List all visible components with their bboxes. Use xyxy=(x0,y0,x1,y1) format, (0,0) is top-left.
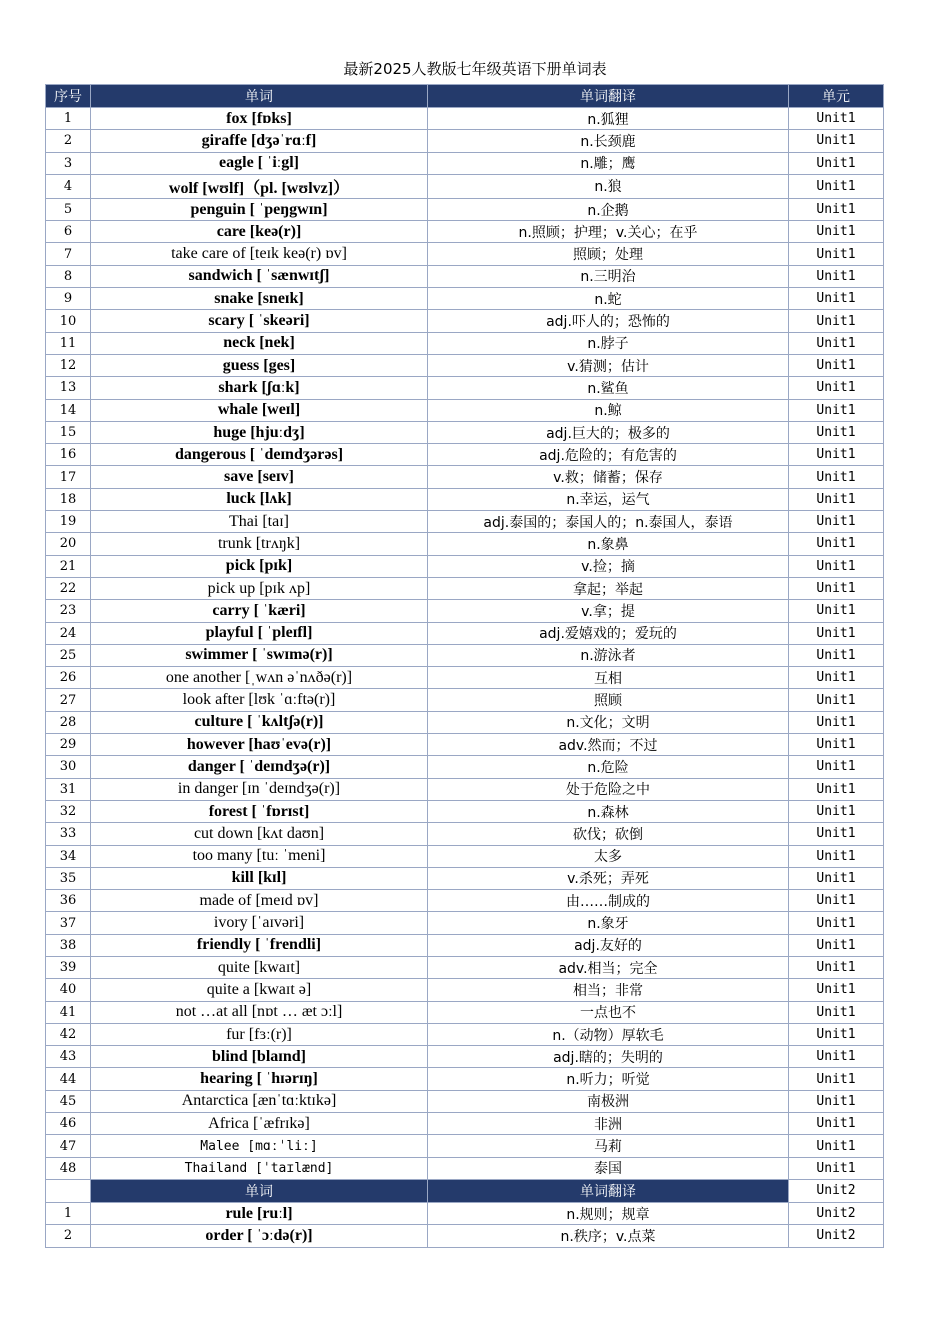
table-row xyxy=(46,1001,884,1023)
row-number: 35 xyxy=(46,867,91,889)
row-unit: Unit1 xyxy=(789,644,884,666)
row-word: Malee [mɑːˈliː] xyxy=(91,1135,428,1157)
row-number: 39 xyxy=(46,956,91,978)
table-row xyxy=(46,644,884,666)
row-word: friendly [ ˈfrendli] xyxy=(91,934,428,956)
row-translation: n.（动物）厚软毛 xyxy=(428,1023,789,1045)
table-row xyxy=(46,198,884,220)
row-unit: Unit1 xyxy=(789,1135,884,1157)
row-number: 4 xyxy=(46,174,91,198)
table-row xyxy=(46,108,884,130)
row-translation: adj.危险的；有危害的 xyxy=(428,444,789,466)
row-number: 36 xyxy=(46,890,91,912)
table-row xyxy=(46,1202,884,1224)
table-row xyxy=(46,1157,884,1179)
table-row xyxy=(46,600,884,622)
row-number: 2 xyxy=(46,130,91,152)
row-word: pick [pɪk] xyxy=(91,555,428,577)
row-word: swimmer [ ˈswɪmə(r)] xyxy=(91,644,428,666)
row-unit: Unit2 xyxy=(789,1225,884,1247)
row-translation: n.秩序；v.点菜 xyxy=(428,1225,789,1247)
row-translation: n.听力；听觉 xyxy=(428,1068,789,1090)
row-number: 9 xyxy=(46,288,91,310)
row-translation: n.鲨鱼 xyxy=(428,377,789,399)
row-translation: 照顾；处理 xyxy=(428,243,789,265)
row-unit: Unit1 xyxy=(789,354,884,376)
row-translation: adj.吓人的；恐怖的 xyxy=(428,310,789,332)
row-word: snake [sneɪk] xyxy=(91,288,428,310)
row-number: 18 xyxy=(46,488,91,510)
row-unit: Unit1 xyxy=(789,108,884,130)
row-word: shark [ʃɑːk] xyxy=(91,377,428,399)
table-row xyxy=(46,622,884,644)
row-word: carry [ ˈkæri] xyxy=(91,600,428,622)
row-word: trunk [trʌŋk] xyxy=(91,533,428,555)
row-word: rule [ruːl] xyxy=(91,1202,428,1224)
row-number: 47 xyxy=(46,1135,91,1157)
row-number: 48 xyxy=(46,1157,91,1179)
row-translation: adj.泰国的；泰国人的；n.泰国人，泰语 xyxy=(428,511,789,533)
row-number: 30 xyxy=(46,756,91,778)
row-translation: v.杀死；弄死 xyxy=(428,867,789,889)
row-word: pick up [pɪk ʌp] xyxy=(91,577,428,599)
row-unit: Unit1 xyxy=(789,890,884,912)
row-word: sandwich [ ˈsænwɪtʃ] xyxy=(91,265,428,287)
row-word: kill [kɪl] xyxy=(91,867,428,889)
table-row xyxy=(46,511,884,533)
row-unit: Unit1 xyxy=(789,778,884,800)
row-word: however [haʊˈevə(r)] xyxy=(91,734,428,756)
row-unit: Unit1 xyxy=(789,934,884,956)
row-number: 32 xyxy=(46,800,91,822)
row-unit: Unit1 xyxy=(789,533,884,555)
row-number: 2 xyxy=(46,1225,91,1247)
row-number: 6 xyxy=(46,221,91,243)
row-translation: n.雕；鹰 xyxy=(428,152,789,174)
row-number: 38 xyxy=(46,934,91,956)
table-row xyxy=(46,332,884,354)
row-translation: v.捡；摘 xyxy=(428,555,789,577)
row-word: guess [ges] xyxy=(91,354,428,376)
row-translation: v.拿；提 xyxy=(428,600,789,622)
row-word: blind [blaɪnd] xyxy=(91,1046,428,1068)
row-unit: Unit1 xyxy=(789,912,884,934)
row-unit: Unit1 xyxy=(789,174,884,198)
row-word: Antarctica [ænˈtɑːktɪkə] xyxy=(91,1090,428,1112)
row-unit: Unit1 xyxy=(789,466,884,488)
row-unit: Unit1 xyxy=(789,399,884,421)
row-word: cut down [kʌt daʊn] xyxy=(91,823,428,845)
table-row xyxy=(46,577,884,599)
row-unit: Unit1 xyxy=(789,198,884,220)
table-row xyxy=(46,778,884,800)
unit2-header-translation: 单词翻译 xyxy=(428,1179,789,1202)
header-translation: 单词翻译 xyxy=(428,85,789,108)
row-unit: Unit1 xyxy=(789,444,884,466)
row-unit: Unit1 xyxy=(789,1113,884,1135)
row-translation: n.文化；文明 xyxy=(428,711,789,733)
table-row xyxy=(46,152,884,174)
row-unit: Unit1 xyxy=(789,956,884,978)
row-translation: v.猜测；估计 xyxy=(428,354,789,376)
row-number: 45 xyxy=(46,1090,91,1112)
row-number: 16 xyxy=(46,444,91,466)
row-unit: Unit1 xyxy=(789,600,884,622)
vocabulary-table xyxy=(45,84,884,1248)
row-unit: Unit1 xyxy=(789,1046,884,1068)
row-number: 28 xyxy=(46,711,91,733)
row-translation: n.规则；规章 xyxy=(428,1202,789,1224)
row-translation: 照顾 xyxy=(428,689,789,711)
row-translation: n.企鹅 xyxy=(428,198,789,220)
row-unit: Unit1 xyxy=(789,511,884,533)
table-row xyxy=(46,756,884,778)
table-row xyxy=(46,1090,884,1112)
table-row xyxy=(46,488,884,510)
table-row xyxy=(46,399,884,421)
row-translation: n.森林 xyxy=(428,800,789,822)
table-row xyxy=(46,934,884,956)
row-translation: n.危险 xyxy=(428,756,789,778)
table-row xyxy=(46,1225,884,1247)
row-translation: n.游泳者 xyxy=(428,644,789,666)
unit2-header-unit: Unit2 xyxy=(789,1179,884,1202)
row-number: 40 xyxy=(46,979,91,1001)
row-number: 26 xyxy=(46,667,91,689)
row-unit: Unit1 xyxy=(789,1023,884,1045)
row-number: 25 xyxy=(46,644,91,666)
row-number: 31 xyxy=(46,778,91,800)
unit2-header-row xyxy=(46,1179,884,1202)
header-word: 单词 xyxy=(91,85,428,108)
table-row xyxy=(46,466,884,488)
table-row xyxy=(46,912,884,934)
row-word: fox [fɒks] xyxy=(91,108,428,130)
row-translation: adj.巨大的；极多的 xyxy=(428,421,789,443)
row-number: 46 xyxy=(46,1113,91,1135)
row-number: 29 xyxy=(46,734,91,756)
row-word: culture [ ˈkʌltʃə(r)] xyxy=(91,711,428,733)
row-word: made of [meɪd ɒv] xyxy=(91,890,428,912)
row-number: 21 xyxy=(46,555,91,577)
table-row xyxy=(46,734,884,756)
row-number: 10 xyxy=(46,310,91,332)
row-number: 22 xyxy=(46,577,91,599)
row-unit: Unit1 xyxy=(789,622,884,644)
row-word: huge [hjuːdʒ] xyxy=(91,421,428,443)
row-word: luck [lʌk] xyxy=(91,488,428,510)
row-word: Thailand [ˈtaɪlænd] xyxy=(91,1157,428,1179)
row-translation: 由……制成的 xyxy=(428,890,789,912)
row-word: look after [lʊk ˈɑːftə(r)] xyxy=(91,689,428,711)
table-row xyxy=(46,979,884,1001)
row-unit: Unit1 xyxy=(789,867,884,889)
row-number: 27 xyxy=(46,689,91,711)
table-row xyxy=(46,1113,884,1135)
table-row xyxy=(46,1023,884,1045)
row-word: in danger [ɪn ˈdeɪndʒə(r)] xyxy=(91,778,428,800)
table-row xyxy=(46,174,884,198)
row-number: 11 xyxy=(46,332,91,354)
row-unit: Unit1 xyxy=(789,689,884,711)
row-unit: Unit1 xyxy=(789,555,884,577)
row-translation: 太多 xyxy=(428,845,789,867)
row-number: 12 xyxy=(46,354,91,376)
row-word: care [keə(r)] xyxy=(91,221,428,243)
table-row xyxy=(46,265,884,287)
row-unit: Unit1 xyxy=(789,265,884,287)
row-unit: Unit1 xyxy=(789,1090,884,1112)
row-translation: adv.然而；不过 xyxy=(428,734,789,756)
table-row xyxy=(46,800,884,822)
table-row xyxy=(46,421,884,443)
table-row xyxy=(46,711,884,733)
row-word: not …at all [nɒt … æt ɔːl] xyxy=(91,1001,428,1023)
row-unit: Unit1 xyxy=(789,1157,884,1179)
row-word: forest [ ˈfɒrɪst] xyxy=(91,800,428,822)
row-translation: 非洲 xyxy=(428,1113,789,1135)
table-row xyxy=(46,377,884,399)
row-unit: Unit1 xyxy=(789,221,884,243)
table-row xyxy=(46,1135,884,1157)
row-translation: 互相 xyxy=(428,667,789,689)
row-word: penguin [ ˈpeŋgwɪn] xyxy=(91,198,428,220)
unit1-rows xyxy=(46,108,884,1180)
row-word: fur [fɜː(r)] xyxy=(91,1023,428,1045)
table-row xyxy=(46,533,884,555)
row-number: 1 xyxy=(46,1202,91,1224)
row-word: quite [kwaɪt] xyxy=(91,956,428,978)
row-unit: Unit1 xyxy=(789,377,884,399)
row-number: 15 xyxy=(46,421,91,443)
row-word: hearing [ ˈhɪərɪŋ] xyxy=(91,1068,428,1090)
row-number: 33 xyxy=(46,823,91,845)
row-translation: n.象牙 xyxy=(428,912,789,934)
table-row xyxy=(46,845,884,867)
row-number: 3 xyxy=(46,152,91,174)
row-word: save [seɪv] xyxy=(91,466,428,488)
row-unit: Unit1 xyxy=(789,488,884,510)
row-number: 19 xyxy=(46,511,91,533)
row-translation: v.救；储蓄；保存 xyxy=(428,466,789,488)
row-word: take care of [teɪk keə(r) ɒv] xyxy=(91,243,428,265)
row-unit: Unit1 xyxy=(789,667,884,689)
row-word: whale [weɪl] xyxy=(91,399,428,421)
row-word: quite a [kwaɪt ə] xyxy=(91,979,428,1001)
row-word: order [ ˈɔːdə(r)] xyxy=(91,1225,428,1247)
table-row xyxy=(46,823,884,845)
row-translation: 相当；非常 xyxy=(428,979,789,1001)
row-unit: Unit2 xyxy=(789,1202,884,1224)
row-translation: n.蛇 xyxy=(428,288,789,310)
row-word: too many [tuː ˈmeni] xyxy=(91,845,428,867)
row-translation: 一点也不 xyxy=(428,1001,789,1023)
row-number: 41 xyxy=(46,1001,91,1023)
unit2-rows xyxy=(46,1202,884,1247)
unit2-header-number xyxy=(46,1179,91,1202)
table-row xyxy=(46,890,884,912)
row-translation: n.照顾；护理；v.关心；在乎 xyxy=(428,221,789,243)
row-word: danger [ ˈdeɪndʒə(r)] xyxy=(91,756,428,778)
table-row xyxy=(46,243,884,265)
row-number: 8 xyxy=(46,265,91,287)
row-translation: n.脖子 xyxy=(428,332,789,354)
row-number: 7 xyxy=(46,243,91,265)
row-word: one another [ˌwʌn əˈnʌðə(r)] xyxy=(91,667,428,689)
table-row xyxy=(46,310,884,332)
row-translation: 泰国 xyxy=(428,1157,789,1179)
row-translation: n.长颈鹿 xyxy=(428,130,789,152)
table-row xyxy=(46,130,884,152)
row-translation: n.三明治 xyxy=(428,265,789,287)
row-unit: Unit1 xyxy=(789,711,884,733)
row-unit: Unit1 xyxy=(789,979,884,1001)
row-unit: Unit1 xyxy=(789,756,884,778)
row-number: 1 xyxy=(46,108,91,130)
row-translation: n.幸运，运气 xyxy=(428,488,789,510)
table-row xyxy=(46,555,884,577)
row-number: 17 xyxy=(46,466,91,488)
row-word: ivory [ˈaɪvəri] xyxy=(91,912,428,934)
row-number: 37 xyxy=(46,912,91,934)
row-number: 24 xyxy=(46,622,91,644)
row-unit: Unit1 xyxy=(789,1068,884,1090)
header-unit: 单元 xyxy=(789,85,884,108)
row-word: Africa [ˈæfrɪkə] xyxy=(91,1113,428,1135)
unit2-section xyxy=(46,1179,884,1202)
row-unit: Unit1 xyxy=(789,734,884,756)
table-row xyxy=(46,444,884,466)
table-row xyxy=(46,288,884,310)
row-unit: Unit1 xyxy=(789,1001,884,1023)
row-number: 13 xyxy=(46,377,91,399)
row-unit: Unit1 xyxy=(789,288,884,310)
table-row xyxy=(46,867,884,889)
row-number: 23 xyxy=(46,600,91,622)
row-number: 42 xyxy=(46,1023,91,1045)
table-row xyxy=(46,1046,884,1068)
row-unit: Unit1 xyxy=(789,243,884,265)
row-word: playful [ ˈpleɪfl] xyxy=(91,622,428,644)
row-word: giraffe [dʒəˈrɑːf] xyxy=(91,130,428,152)
table-row xyxy=(46,689,884,711)
row-unit: Unit1 xyxy=(789,421,884,443)
row-translation: 南极洲 xyxy=(428,1090,789,1112)
table-row xyxy=(46,956,884,978)
row-number: 43 xyxy=(46,1046,91,1068)
row-unit: Unit1 xyxy=(789,130,884,152)
row-translation: n.鲸 xyxy=(428,399,789,421)
row-unit: Unit1 xyxy=(789,845,884,867)
row-unit: Unit1 xyxy=(789,152,884,174)
row-word: eagle [ ˈiːgl] xyxy=(91,152,428,174)
row-unit: Unit1 xyxy=(789,823,884,845)
row-number: 5 xyxy=(46,198,91,220)
row-translation: adj.友好的 xyxy=(428,934,789,956)
row-translation: 砍伐；砍倒 xyxy=(428,823,789,845)
row-unit: Unit1 xyxy=(789,310,884,332)
row-translation: adv.相当；完全 xyxy=(428,956,789,978)
row-translation: 处于危险之中 xyxy=(428,778,789,800)
row-unit: Unit1 xyxy=(789,332,884,354)
row-word: dangerous [ ˈdeɪndʒərəs] xyxy=(91,444,428,466)
row-translation: 马莉 xyxy=(428,1135,789,1157)
row-translation: n.狐狸 xyxy=(428,108,789,130)
row-translation: n.象鼻 xyxy=(428,533,789,555)
header-number: 序号 xyxy=(46,85,91,108)
row-word: neck [nek] xyxy=(91,332,428,354)
table-header-row xyxy=(46,85,884,108)
row-translation: adj.爱嬉戏的；爱玩的 xyxy=(428,622,789,644)
row-word: wolf [wʊlf]（pl. [wʊlvz]） xyxy=(91,174,428,198)
row-translation: adj.瞎的；失明的 xyxy=(428,1046,789,1068)
row-number: 14 xyxy=(46,399,91,421)
table-row xyxy=(46,354,884,376)
table-row xyxy=(46,221,884,243)
row-number: 44 xyxy=(46,1068,91,1090)
row-word: Thai [taɪ] xyxy=(91,511,428,533)
row-translation: 拿起；举起 xyxy=(428,577,789,599)
table-row xyxy=(46,1068,884,1090)
page-title: 最新2025人教版七年级英语下册单词表 xyxy=(343,60,607,78)
row-translation: n.狼 xyxy=(428,174,789,198)
row-number: 20 xyxy=(46,533,91,555)
table-row xyxy=(46,667,884,689)
unit2-header-word: 单词 xyxy=(91,1179,428,1202)
row-unit: Unit1 xyxy=(789,800,884,822)
row-unit: Unit1 xyxy=(789,577,884,599)
row-number: 34 xyxy=(46,845,91,867)
row-word: scary [ ˈskeəri] xyxy=(91,310,428,332)
